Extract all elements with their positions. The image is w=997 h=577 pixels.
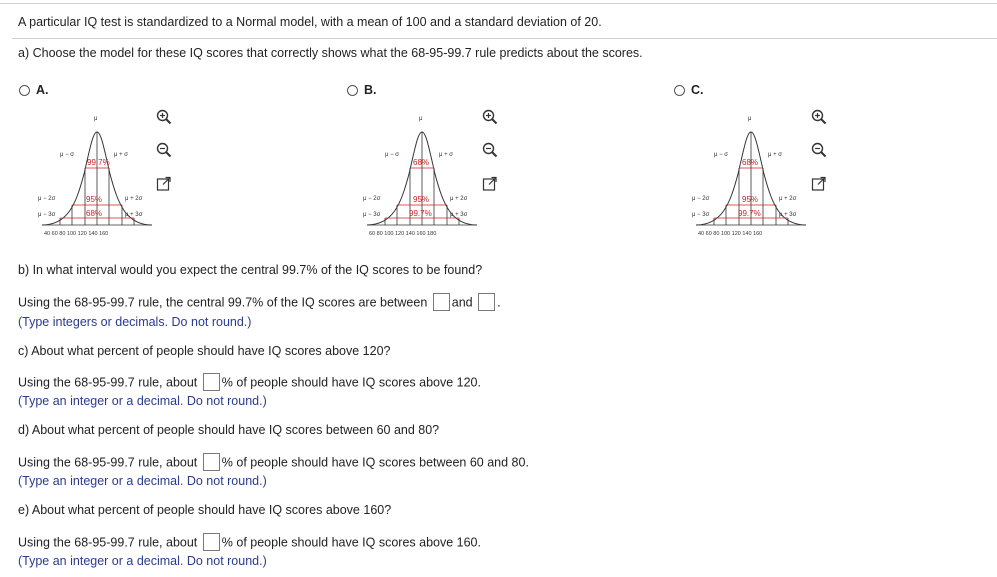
part-b-upper-input[interactable]	[478, 293, 495, 311]
part-e-prefix: Using the 68-95-99.7 rule, about	[18, 535, 198, 550]
mu-minus-3sigma-label: μ − 3σ	[363, 212, 381, 218]
mu-minus-3sigma-label: μ − 3σ	[38, 212, 56, 218]
divider	[12, 38, 997, 39]
option-a-graph	[38, 108, 153, 238]
part-c-hint: (Type an integer or a decimal. Do not round.)	[18, 394, 267, 408]
inner-percent: 68%	[413, 158, 430, 167]
mu-label: μ	[748, 116, 752, 122]
top-divider	[0, 3, 997, 4]
mu-minus-3sigma-label: μ − 3σ	[692, 212, 710, 218]
outer-percent: 99.7%	[738, 209, 761, 218]
mu-minus-2sigma-label: μ − 2σ	[363, 196, 381, 202]
outer-percent: 99.7%	[409, 209, 432, 218]
part-e-suffix: % of people should have IQ scores above 160.	[221, 535, 481, 550]
part-b-lower-input[interactable]	[433, 293, 450, 311]
part-d-suffix: % of people should have IQ scores between 60 and 80.	[221, 455, 529, 470]
axis-ticks: 40 60 80 100 120 140 160	[698, 231, 763, 237]
popout-icon[interactable]	[155, 175, 173, 193]
axis-ticks: 60 80 100 120 140 160 180	[369, 231, 437, 237]
mu-label: μ	[419, 116, 423, 122]
mu-minus-sigma-label: μ − σ	[714, 152, 728, 158]
question-intro: A particular IQ test is standardized to a Normal model, with a mean of 100 and a standard deviation of 20.	[18, 15, 602, 29]
part-c-suffix: % of people should have IQ scores above 120.	[221, 375, 481, 390]
part-a-prompt: a) Choose the model for these IQ scores that correctly shows what the 68-95-99.7 rule predicts about the scores.	[18, 46, 643, 60]
mu-plus-2sigma-label: μ + 2σ	[125, 196, 143, 202]
part-d-prefix: Using the 68-95-99.7 rule, about	[18, 455, 198, 470]
option-b-label[interactable]: B.	[364, 83, 377, 97]
mu-minus-2sigma-label: μ − 2σ	[692, 196, 710, 202]
popout-icon[interactable]	[481, 175, 499, 193]
mu-plus-sigma-label: μ + σ	[439, 152, 453, 158]
mu-plus-sigma-label: μ + σ	[114, 152, 128, 158]
option-c-graph	[692, 108, 807, 238]
inner-percent: 68%	[742, 158, 759, 167]
popout-icon[interactable]	[810, 175, 828, 193]
part-c-prefix: Using the 68-95-99.7 rule, about	[18, 375, 198, 390]
option-c-label[interactable]: C.	[691, 83, 704, 97]
option-c-radio[interactable]	[674, 85, 685, 96]
outer-percent: 68%	[86, 209, 103, 218]
part-b-hint: (Type integers or decimals. Do not round.)	[18, 315, 252, 329]
zoom-out-icon[interactable]	[481, 141, 499, 159]
part-d-input[interactable]	[203, 453, 220, 471]
part-c-input[interactable]	[203, 373, 220, 391]
middle-percent: 95%	[742, 195, 759, 204]
part-e-input[interactable]	[203, 533, 220, 551]
part-d-answer-line	[18, 454, 529, 472]
mu-plus-3sigma-label: μ + 3σ	[779, 212, 797, 218]
zoom-in-icon[interactable]	[481, 108, 499, 126]
part-c-answer-line	[18, 374, 481, 392]
mu-plus-2sigma-label: μ + 2σ	[450, 196, 468, 202]
part-d-hint: (Type an integer or a decimal. Do not round.)	[18, 474, 267, 488]
mu-plus-3sigma-label: μ + 3σ	[450, 212, 468, 218]
mu-minus-2sigma-label: μ − 2σ	[38, 196, 56, 202]
mu-label: μ	[94, 116, 98, 122]
part-b-prompt: b) In what interval would you expect the central 99.7% of the IQ scores to be found?	[18, 263, 483, 277]
middle-percent: 95%	[86, 195, 103, 204]
middle-percent: 95%	[413, 195, 430, 204]
mu-plus-2sigma-label: μ + 2σ	[779, 196, 797, 202]
option-b-radio[interactable]	[347, 85, 358, 96]
part-b-and: and	[451, 295, 473, 310]
part-c-prompt: c) About what percent of people should have IQ scores above 120?	[18, 344, 391, 358]
part-e-prompt: e) About what percent of people should have IQ scores above 160?	[18, 503, 392, 517]
mu-plus-3sigma-label: μ + 3σ	[125, 212, 143, 218]
mu-minus-sigma-label: μ − σ	[385, 152, 399, 158]
inner-percent: 99.7%	[87, 158, 110, 167]
part-b-answer-line	[18, 294, 501, 312]
option-b-graph	[363, 108, 478, 238]
part-e-hint: (Type an integer or a decimal. Do not round.)	[18, 554, 267, 568]
zoom-out-icon[interactable]	[810, 141, 828, 159]
zoom-in-icon[interactable]	[810, 108, 828, 126]
mu-plus-sigma-label: μ + σ	[768, 152, 782, 158]
part-d-prompt: d) About what percent of people should have IQ scores between 60 and 80?	[18, 423, 440, 437]
option-a-label[interactable]: A.	[36, 83, 49, 97]
axis-ticks: 40 60 80 100 120 140 160	[44, 231, 109, 237]
zoom-out-icon[interactable]	[155, 141, 173, 159]
zoom-in-icon[interactable]	[155, 108, 173, 126]
part-b-prefix: Using the 68-95-99.7 rule, the central 99.7% of the IQ scores are between	[18, 295, 428, 310]
option-a-radio[interactable]	[19, 85, 30, 96]
mu-minus-sigma-label: μ − σ	[60, 152, 74, 158]
part-e-answer-line	[18, 534, 481, 552]
part-b-period: .	[497, 295, 501, 310]
